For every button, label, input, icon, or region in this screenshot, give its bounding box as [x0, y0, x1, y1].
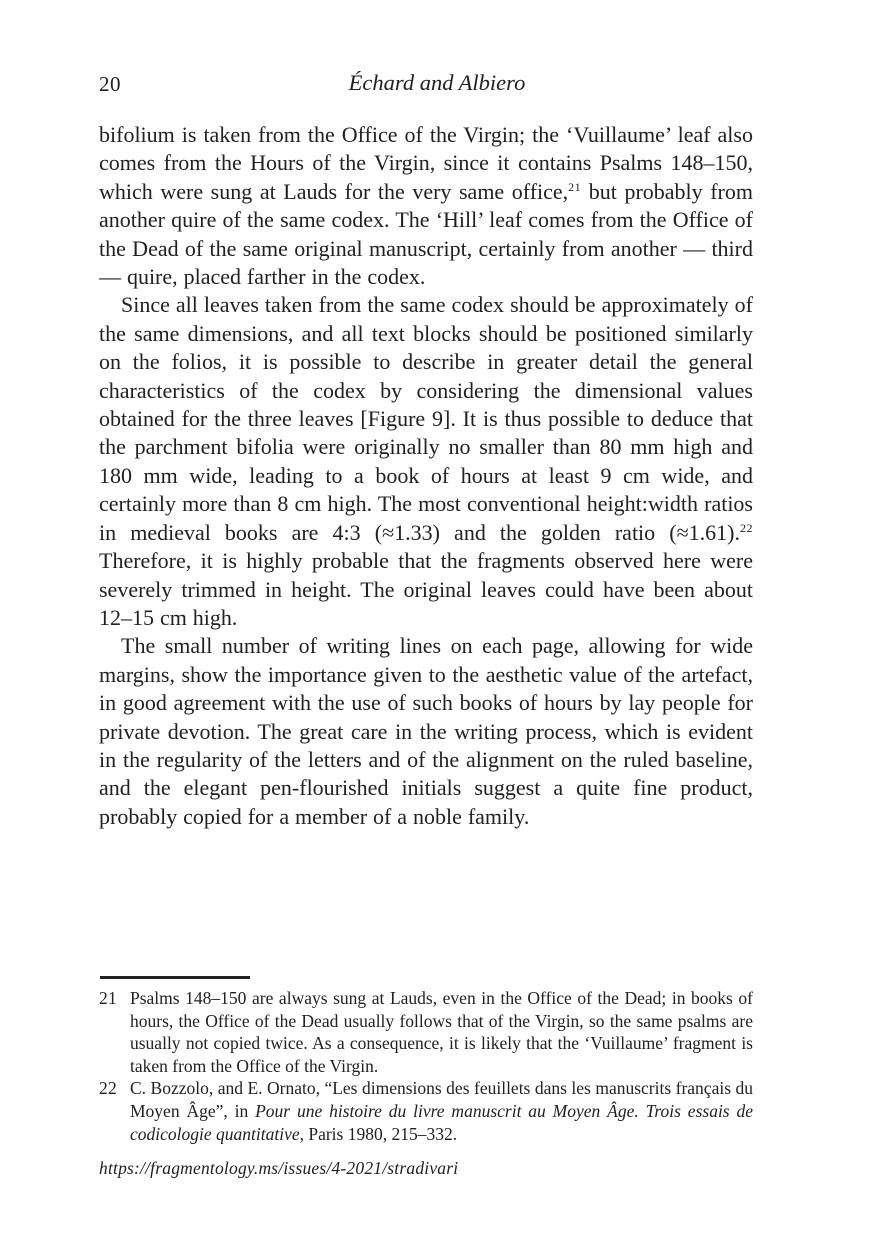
- paragraph-1-text-before-note: bifolium is taken from the Office of the Virgin; the ‘Vuillaume’ leaf also comes from the Hours of the Virgin, since it contains Psalms 148–150, which were sung at Lauds for the very same office,: [99, 122, 753, 204]
- footnote-22-number: 22: [99, 1078, 118, 1099]
- paragraph-1-text-after-note: but probably from another quire of the same codex. The ‘Hill’ leaf comes from the Office of the Dead of the same original manuscript, certainly from another — third — quire, placed farther in the codex.: [99, 178, 753, 290]
- footnote-22-citation-title: Pour une histoire du livre manuscrit au Moyen Âge. Trois essais de codicologie quantitative,: [130, 1100, 753, 1144]
- footnote-21-text: Psalms 148–150 are always sung at Lauds, even in the Office of the Dead; in books of hours, the Office of the Dead usually follows that of the Virgin, so the same psalms are usually not copied twice. As a consequence, it is likely that the ‘Vuillaume’ fragment is taken from the Office of the Virgin.: [130, 988, 753, 1076]
- footnote-21: [99, 987, 753, 1077]
- paragraph-2: [99, 291, 753, 632]
- footnote-ref-22: 22: [740, 520, 753, 535]
- article-body: [99, 121, 753, 831]
- journal-url: https://fragmentology.ms/issues/4-2021/stradivari: [99, 1158, 459, 1178]
- paragraph-3: The small number of writing lines on each page, allowing for wide margins, show the importance given to the aesthetic value of the artefact, in good agreement with the use of such books of hours by lay people for private devotion. The great care in the writing process, which is evident in the regularity of the letters and of the alignment on the ruled baseline, and the elegant pen-flourished initials suggest a quite fine product, probably copied for a member of a noble family.: [99, 633, 753, 829]
- footnote-21-number: 21: [99, 988, 118, 1008]
- footnote-22-text: [130, 1077, 753, 1145]
- footnote-22: [99, 1077, 753, 1145]
- page-number: 20: [99, 72, 121, 96]
- footnote-separator-rule: [100, 976, 250, 979]
- running-title: Échard and Albiero: [348, 70, 526, 95]
- footnote-ref-21: 21: [568, 179, 582, 194]
- page-footer: [99, 1158, 458, 1179]
- paragraph-1: [99, 121, 753, 291]
- footnotes-section: [99, 976, 753, 1145]
- footnote-22-citation-pages: Paris 1980, 215–332.: [303, 1123, 458, 1144]
- paragraph-2-text-after-note: Therefore, it is highly probable that the fragments observed here were severely trimmed in height. The original leaves could have been about 12–15 cm high.: [99, 548, 753, 630]
- footnote-22-citation-roman: C. Bozzolo, and E. Ornato, “Les dimensions des feuillets dans les manuscrits français du Moyen Âge”, in: [130, 1078, 753, 1121]
- paragraph-2-text-before-note: Since all leaves taken from the same codex should be approximately of the same dimensions, and all text blocks should be positioned similarly on the folios, it is possible to describe in greater detail the general characteristics of the codex by considering the dimensional values obtained for the three leaves [Figure 9]. It is thus possible to deduce that the parchment bifolia were originally no smaller than 80 mm high and 180 mm wide, leading to a book of hours at least 9 cm wide, and certainly more than 8 cm high. The most conventional height:width ratios in medieval books are 4:3 (≈1.33) and the golden ratio (≈1.61).: [99, 292, 753, 545]
- page-header: [99, 70, 753, 100]
